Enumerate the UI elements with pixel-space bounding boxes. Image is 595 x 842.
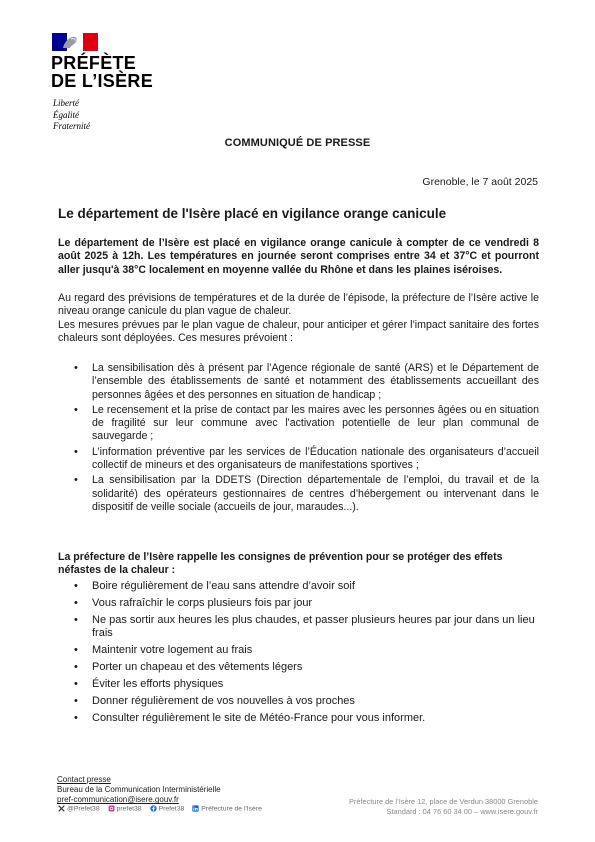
motto-egalite: Égalité xyxy=(53,109,79,120)
document-date: Grenoble, le 7 août 2025 xyxy=(422,176,538,188)
social-links xyxy=(58,805,262,812)
social-facebook-label: Prefet38 xyxy=(158,805,185,813)
advice-item: • Consulter régulièrement le site de Météo-France pour vous informer. xyxy=(58,712,539,726)
measure-item-census: • Le recensement et la prise de contact par les maires avec les personnes âgées ou en situation de fragilité sur leur commune avec l'activation potentielle de leur plan communal de sauvegarde ; xyxy=(58,404,539,444)
advice-item: • Ne pas sortir aux heures les plus chaudes, et passer plusieurs heures par jour dans un lieu frais xyxy=(58,614,539,641)
prefecture-address xyxy=(349,797,538,816)
advice-item: • Donner régulièrement de vos nouvelles à vos proches xyxy=(58,695,539,709)
advice-section xyxy=(58,580,539,729)
social-linkedin-label: Préfecture de l'Isère xyxy=(201,805,262,813)
advice-list xyxy=(58,580,539,725)
prefecture-line-1: PRÉFÈTE xyxy=(51,53,137,73)
measure-item-ddets: • La sensibilisation par la DDETS (Direction départementale de l’emploi, du travail et de la solidarité) des opérateurs gestionnaires de centres d’hébergement ou intervenant dans le dispositif de veille sociale (accueils de jour, maraudes...). xyxy=(58,474,539,514)
intro-paragraphs xyxy=(58,292,539,345)
measure-item-education: • L’information préventive par les services de l’Éducation nationale des organisateurs d’accueil collectif de mineurs et des organisateurs de manifestations sportives ; xyxy=(58,446,539,473)
social-x-link[interactable] xyxy=(58,805,100,812)
document-title: COMMUNIQUÉ DE PRESSE xyxy=(224,137,371,149)
advice-item: • Porter un chapeau et des vêtements légers xyxy=(58,661,539,675)
activation-paragraph: Au regard des prévisions de températures et de la durée de l’épisode, la préfecture de l’Isère active le niveau orange canicule du plan vague de chaleur. xyxy=(58,292,539,318)
contact-title: Contact presse xyxy=(57,775,111,784)
measures-section xyxy=(58,362,539,516)
lead-paragraph: Le département de l’Isère est placé en vigilance orange canicule à compter de ce vendredi 8 août 2025 à 12h. Les températures en journée seront comprises entre 34 et 37°C et pourront aller jusqu'à 38°C localement en moyenne vallée du Rhône et dans les plaines iséroises. xyxy=(58,237,539,276)
social-linkedin-link[interactable] xyxy=(192,805,262,812)
contact-email-link[interactable]: pref-communication@isere.gouv.fr xyxy=(57,795,179,805)
motto-fraternite: Fraternité xyxy=(53,121,90,131)
republic-motto xyxy=(53,98,90,133)
social-x-label: @Prefet38 xyxy=(67,805,100,813)
social-instagram-link[interactable] xyxy=(108,805,142,812)
press-contact xyxy=(57,775,221,806)
advice-item: • Éviter les efforts physiques xyxy=(58,678,539,692)
measure-item-ars: • La sensibilisation dès à présent par l’Agence régionale de santé (ARS) et le Département de l’ensemble des établissements de santé et notamment des établissements accueillant des personnes âgées et des personnes en situation de handicap ; xyxy=(58,362,539,402)
prevention-heading: La préfecture de l’Isère rappelle les consignes de prévention pour se protéger des effets néfastes de la chaleur : xyxy=(58,551,503,577)
measures-intro-paragraph: Les mesures prévues par le plan vague de chaleur, pour anticiper et gérer l’impact sanitaire des fortes chaleurs sont déployées. Ces mesures prévoient : xyxy=(58,318,539,344)
marianne-logo xyxy=(52,33,98,51)
phone-website-line: Standard : 04 76 60 34 00 – www.isere.gouv.fr xyxy=(386,806,538,816)
address-line: Préfecture de l’Isère 12, place de Verdun 38000 Grenoble xyxy=(349,797,538,806)
instagram-icon xyxy=(108,805,115,812)
advice-item: • Vous rafraîchir le corps plusieurs fois par jour xyxy=(58,597,539,611)
press-headline: Le département de l'Isère placé en vigilance orange canicule xyxy=(58,206,447,221)
motto-liberte: Liberté xyxy=(53,98,79,108)
prefecture-name xyxy=(51,54,153,90)
facebook-icon xyxy=(150,805,157,812)
prefecture-line-2: DE L’ISÈRE xyxy=(51,71,154,91)
advice-item: • Boire régulièrement de l’eau sans attendre d’avoir soif xyxy=(58,580,539,594)
social-facebook-link[interactable] xyxy=(150,805,185,812)
measures-list xyxy=(58,362,539,514)
advice-item: • Maintenir votre logement au frais xyxy=(58,644,539,658)
bureau-name: Bureau de la Communication Interministérielle xyxy=(57,785,221,795)
x-icon xyxy=(58,805,65,812)
social-instagram-label: prefet38 xyxy=(116,805,142,813)
linkedin-icon xyxy=(192,805,199,812)
